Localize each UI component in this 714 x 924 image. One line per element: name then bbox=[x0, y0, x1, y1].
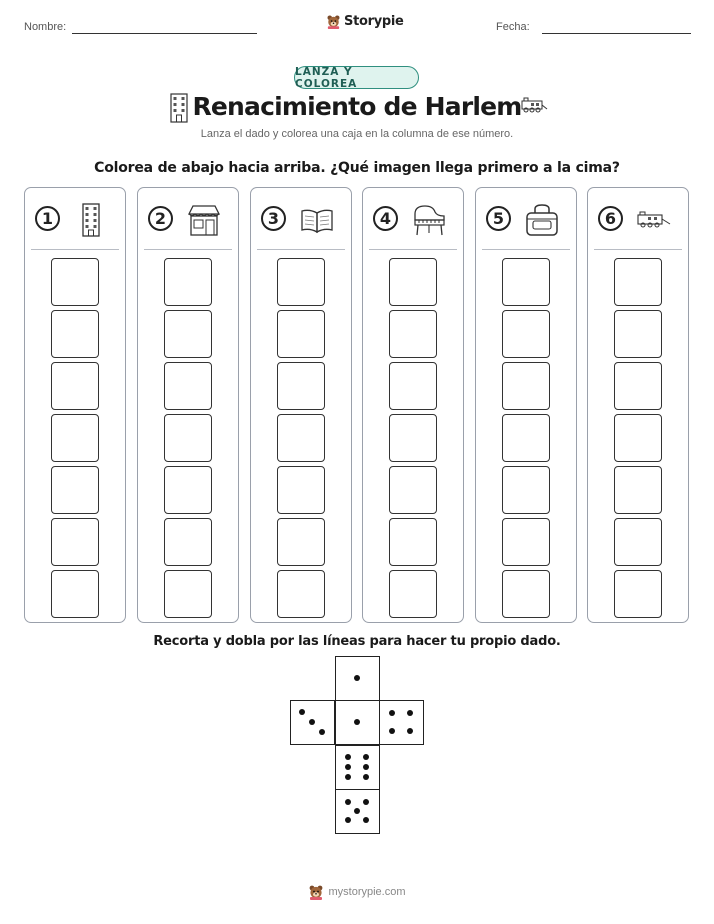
date-label: Fecha: bbox=[496, 21, 530, 33]
color-box[interactable] bbox=[502, 570, 550, 618]
die-pip bbox=[354, 675, 360, 681]
color-box[interactable] bbox=[164, 570, 212, 618]
open-book-icon bbox=[299, 202, 335, 238]
color-box[interactable] bbox=[502, 466, 550, 514]
bear-icon bbox=[308, 884, 324, 900]
color-box[interactable] bbox=[277, 258, 325, 306]
color-box[interactable] bbox=[164, 518, 212, 566]
die-pip bbox=[363, 754, 369, 760]
column-number: 2 bbox=[148, 206, 173, 231]
color-box[interactable] bbox=[389, 310, 437, 358]
train-icon bbox=[520, 97, 548, 113]
color-box[interactable] bbox=[502, 414, 550, 462]
die-face-6 bbox=[335, 745, 380, 790]
color-box[interactable] bbox=[502, 258, 550, 306]
color-box[interactable] bbox=[614, 466, 662, 514]
color-box[interactable] bbox=[389, 518, 437, 566]
color-box[interactable] bbox=[389, 570, 437, 618]
grand-piano-icon bbox=[411, 202, 447, 238]
color-box[interactable] bbox=[389, 466, 437, 514]
date-line bbox=[542, 33, 691, 34]
color-box[interactable] bbox=[502, 362, 550, 410]
column-header bbox=[486, 202, 566, 238]
coloring-instruction: Colorea de abajo hacia arriba. ¿Qué imagen llega primero a la cima? bbox=[94, 160, 620, 176]
worksheet-header bbox=[0, 0, 714, 50]
die-pip bbox=[389, 710, 395, 716]
column-number: 1 bbox=[35, 206, 60, 231]
die-pip bbox=[345, 764, 351, 770]
column-header bbox=[35, 202, 115, 238]
column-divider bbox=[31, 249, 119, 250]
color-box[interactable] bbox=[502, 518, 550, 566]
color-box[interactable] bbox=[164, 310, 212, 358]
color-box[interactable] bbox=[51, 310, 99, 358]
die-pip bbox=[389, 728, 395, 734]
die-pip bbox=[363, 774, 369, 780]
die-pip bbox=[299, 709, 305, 715]
color-box[interactable] bbox=[164, 258, 212, 306]
color-box[interactable] bbox=[164, 414, 212, 462]
color-box[interactable] bbox=[502, 310, 550, 358]
dice-column-4 bbox=[362, 187, 464, 623]
column-number: 5 bbox=[486, 206, 511, 231]
dice-column-5 bbox=[475, 187, 577, 623]
activity-badge: LANZA Y COLOREA bbox=[294, 66, 419, 89]
color-box[interactable] bbox=[51, 414, 99, 462]
color-box[interactable] bbox=[277, 570, 325, 618]
cut-instruction: Recorta y dobla por las líneas para hacer tu propio dado. bbox=[153, 634, 561, 649]
color-box[interactable] bbox=[51, 570, 99, 618]
brand-logo bbox=[326, 14, 404, 29]
dice-column-6 bbox=[587, 187, 689, 623]
bag-icon bbox=[524, 202, 560, 238]
die-face-1 bbox=[335, 656, 380, 701]
die-pip bbox=[309, 719, 315, 725]
column-header bbox=[148, 202, 228, 238]
color-box[interactable] bbox=[164, 362, 212, 410]
color-box[interactable] bbox=[614, 570, 662, 618]
die-pip bbox=[363, 799, 369, 805]
color-box[interactable] bbox=[51, 258, 99, 306]
column-divider bbox=[594, 249, 682, 250]
die-face-5 bbox=[335, 789, 380, 834]
footer-url[interactable]: mystorypie.com bbox=[328, 886, 406, 898]
die-pip bbox=[345, 799, 351, 805]
die-pip bbox=[345, 817, 351, 823]
dice-column-2 bbox=[137, 187, 239, 623]
name-label: Nombre: bbox=[24, 21, 67, 33]
column-divider bbox=[144, 249, 232, 250]
train-icon bbox=[636, 202, 672, 238]
die-face-1 bbox=[335, 700, 380, 745]
die-pip bbox=[354, 808, 360, 814]
color-box[interactable] bbox=[164, 466, 212, 514]
color-box[interactable] bbox=[277, 414, 325, 462]
building-icon bbox=[73, 202, 109, 238]
name-line bbox=[72, 33, 257, 34]
color-box[interactable] bbox=[51, 466, 99, 514]
die-pip bbox=[363, 764, 369, 770]
die-pip bbox=[319, 729, 325, 735]
color-box[interactable] bbox=[614, 310, 662, 358]
die-pip bbox=[345, 774, 351, 780]
column-header bbox=[598, 202, 678, 238]
color-box[interactable] bbox=[614, 518, 662, 566]
column-header bbox=[373, 202, 453, 238]
color-box[interactable] bbox=[614, 258, 662, 306]
color-box[interactable] bbox=[51, 362, 99, 410]
color-box[interactable] bbox=[277, 362, 325, 410]
page-title: Renacimiento de Harlem bbox=[192, 92, 522, 121]
color-box[interactable] bbox=[614, 362, 662, 410]
column-header bbox=[261, 202, 341, 238]
bear-icon bbox=[326, 14, 341, 29]
color-box[interactable] bbox=[51, 518, 99, 566]
die-pip bbox=[354, 719, 360, 725]
footer bbox=[0, 884, 714, 900]
page-subtitle: Lanza el dado y colorea una caja en la columna de ese número. bbox=[200, 128, 514, 140]
color-box[interactable] bbox=[614, 414, 662, 462]
color-box[interactable] bbox=[389, 362, 437, 410]
color-box[interactable] bbox=[389, 414, 437, 462]
column-divider bbox=[369, 249, 457, 250]
column-number: 3 bbox=[261, 206, 286, 231]
die-pip bbox=[345, 754, 351, 760]
column-number: 4 bbox=[373, 206, 398, 231]
die-pip bbox=[407, 710, 413, 716]
column-number: 6 bbox=[598, 206, 623, 231]
storefront-icon bbox=[186, 202, 222, 238]
color-box[interactable] bbox=[389, 258, 437, 306]
brand-name: Storypie bbox=[344, 14, 404, 29]
die-pip bbox=[363, 817, 369, 823]
dice-column-3 bbox=[250, 187, 352, 623]
color-box[interactable] bbox=[277, 310, 325, 358]
dice-column-1 bbox=[24, 187, 126, 623]
column-divider bbox=[482, 249, 570, 250]
color-box[interactable] bbox=[277, 518, 325, 566]
column-divider bbox=[257, 249, 345, 250]
color-box[interactable] bbox=[277, 466, 325, 514]
die-face-3 bbox=[290, 700, 335, 745]
die-face-4 bbox=[379, 700, 424, 745]
die-pip bbox=[407, 728, 413, 734]
